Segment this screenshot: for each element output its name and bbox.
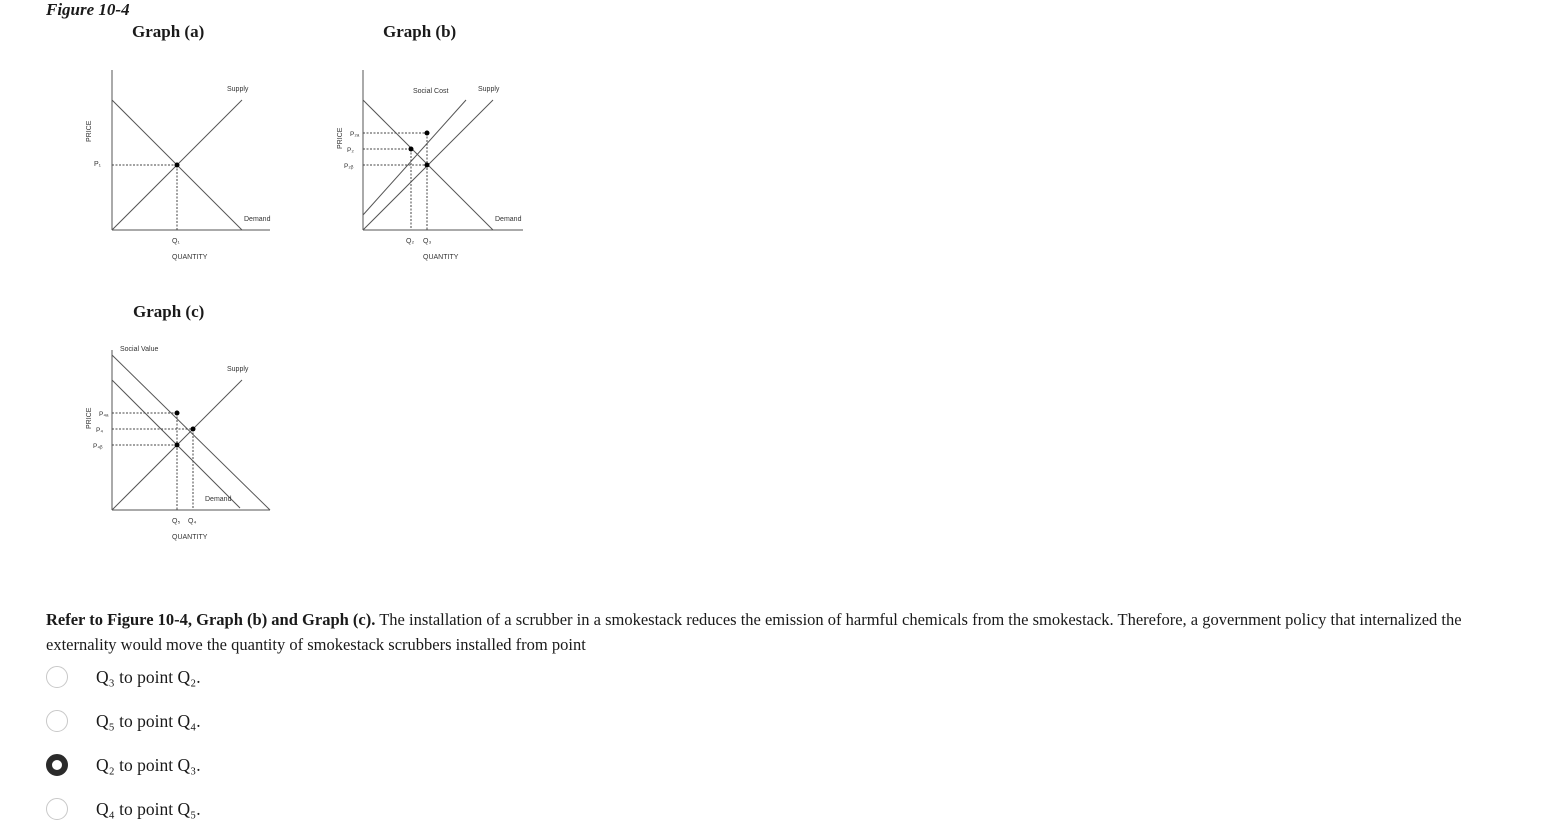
social-cost-label: Social Cost: [413, 88, 449, 95]
question-body: The installation of a scrubber in a smokestack reduces the emission of harmful chemicals from the smokestack. Therefore, a government policy that internalized the externality would move the quantity of smokestack scrubbers installed from point: [46, 610, 1462, 654]
graph-c: [80, 340, 280, 550]
graph-c-title: Graph (c): [133, 302, 205, 321]
option-label: Q₄ to point Q₅.: [96, 798, 201, 819]
demand-label: Demand: [495, 216, 522, 223]
quantity-axis-label: QUANTITY: [172, 534, 208, 541]
graph-b: [330, 60, 530, 270]
price-axis-label: PRICE: [337, 127, 344, 149]
question-text: [46, 607, 1516, 657]
question-lead: Refer to Figure 10-4, Graph (b) and Graph (c).: [46, 610, 376, 629]
answer-option-4[interactable]: [46, 794, 201, 824]
quantity-tick-q2: Q₂: [406, 238, 415, 245]
quantity-axis-label: QUANTITY: [423, 254, 459, 261]
answer-option-1[interactable]: [46, 662, 201, 692]
option-label: Q₅ to point Q₄.: [96, 710, 201, 731]
quantity-axis-label: QUANTITY: [172, 254, 208, 261]
price-tick-p2a: P₂ₐ: [350, 131, 360, 138]
quantity-tick-q4: Q₄: [188, 518, 197, 525]
quantity-tick-q3: Q₃: [423, 238, 432, 245]
quantity-tick: Q₁: [172, 238, 180, 245]
radio-button[interactable]: [46, 666, 68, 688]
price-tick: P₁: [94, 161, 102, 168]
price-axis-label: PRICE: [86, 120, 93, 142]
graph-b-title: Graph (b): [383, 22, 457, 41]
radio-button-selected[interactable]: [46, 754, 68, 776]
radio-button[interactable]: [46, 798, 68, 820]
graph-a: [80, 60, 280, 270]
supply-label: Supply: [227, 86, 249, 93]
quantity-tick-q5: Q₅: [172, 518, 181, 525]
demand-label: Demand: [205, 496, 232, 503]
equilibrium-point: [175, 163, 180, 168]
answer-option-3[interactable]: [46, 750, 201, 780]
social-cost-curve: [363, 100, 466, 215]
point-p2a: [425, 131, 430, 136]
price-tick-p2: P₂: [347, 147, 354, 154]
answer-option-2[interactable]: [46, 706, 201, 736]
price-tick-p4: P₄: [96, 427, 103, 434]
point-market-equilibrium: [175, 443, 180, 448]
price-tick-p4b: P₄ᵦ: [93, 443, 103, 450]
point-market-equilibrium: [425, 163, 430, 168]
price-axis-label: PRICE: [86, 407, 93, 429]
supply-label: Supply: [478, 86, 500, 93]
option-label: Q₃ to point Q₂.: [96, 666, 201, 687]
price-tick-p2b: P₂ᵦ: [344, 163, 354, 170]
point-p4a: [175, 411, 180, 416]
demand-label: Demand: [244, 216, 271, 223]
point-social-optimum: [409, 147, 414, 152]
point-social-optimum: [191, 427, 196, 432]
figure-title: Figure 10-4: [46, 0, 130, 19]
supply-label: Supply: [227, 366, 249, 373]
social-value-label: Social Value: [120, 346, 159, 353]
graph-a-title: Graph (a): [132, 22, 205, 41]
radio-button[interactable]: [46, 710, 68, 732]
option-label: Q₂ to point Q₃.: [96, 754, 201, 775]
price-tick-p4a: P₄ₐ: [99, 411, 109, 418]
